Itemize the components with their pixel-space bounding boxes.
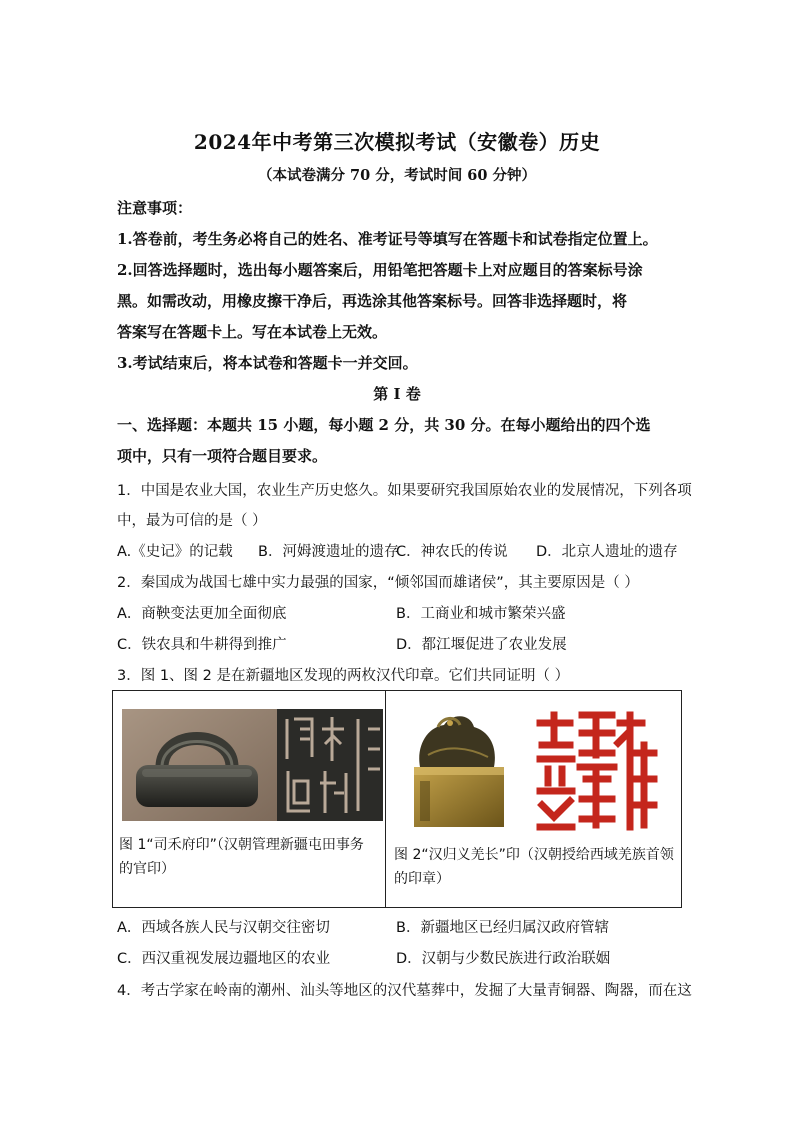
sihe-seal-image (122, 709, 383, 821)
figure-2-caption-line2: 的印章） (394, 871, 450, 887)
notice-item-2-line3: 答案写在答题卡上。写在本试卷上无效。 (117, 323, 388, 341)
figure-1-caption-line1: 图 1“司禾府印”（汉朝管理新疆屯田事务 (119, 837, 364, 853)
q2-option-a: A．商鞅变法更加全面彻底 (117, 606, 287, 622)
q2-option-c: C．铁农具和牛耕得到推广 (117, 637, 287, 653)
q1-stem-line2: 中，最为可信的是（ ） (117, 513, 267, 529)
section-heading-line2: 项中，只有一项符合题目要求。 (117, 447, 328, 465)
q3-option-c: C．西汉重视发展边疆地区的农业 (117, 951, 331, 967)
q3-option-b: B．新疆地区已经归属汉政府管辖 (396, 920, 609, 936)
q1-option-c: C．神农氏的传说 (396, 544, 508, 560)
volume-heading: 第 I 卷 (373, 385, 421, 403)
figure-2-seal-photo (398, 705, 520, 837)
figure-1-seal-photo (122, 709, 383, 821)
notice-item-3: 3.考试结束后，将本试卷和答题卡一并交回。 (117, 354, 418, 372)
q1-stem-line1: 1．中国是农业大国，农业生产历史悠久。如果要研究我国原始农业的发展情况，下列各项 (117, 483, 692, 499)
q2-option-d: D．都江堰促进了农业发展 (396, 637, 567, 653)
figure-2-cell (386, 691, 681, 907)
figure-2-seal-impression (532, 709, 660, 835)
q1-option-d: D．北京人遗址的遗存 (536, 544, 678, 560)
q3-stem: 3．图 1、图 2 是在新疆地区发现的两枚汉代印章。它们共同证明（ ） (117, 668, 570, 684)
figure-1-caption-line2: 的官印） (119, 861, 175, 877)
q4-stem: 4．考古学家在岭南的潮州、汕头等地区的汉代墓葬中，发掘了大量青铜器、陶器，而在这 (117, 983, 692, 999)
notice-item-1: 1.答卷前，考生务必将自己的姓名、准考证号等填写在答题卡和试卷指定位置上。 (117, 230, 658, 248)
figure-1-cell (113, 691, 385, 907)
page-title: 2024年中考第三次模拟考试（安徽卷）历史 (193, 130, 601, 154)
q3-figure-table (112, 690, 682, 908)
q3-option-d: D．汉朝与少数民族进行政治联姻 (396, 951, 611, 967)
notice-item-2-line1: 2.回答选择题时，选出每小题答案后，用铅笔把答题卡上对应题目的答案标号涂 (117, 261, 643, 279)
han-guiyi-seal-impression (532, 709, 660, 835)
camel-knob-seal-image (398, 705, 520, 837)
q3-option-a: A．西域各族人民与汉朝交往密切 (117, 920, 330, 936)
notice-item-2-line2: 黑。如需改动，用橡皮擦干净后，再选涂其他答案标号。回答非选择题时，将 (117, 292, 628, 310)
q2-stem: 2．秦国成为战国七雄中实力最强的国家，“倾邻国而雄诸侯”，其主要原因是（ ） (117, 575, 639, 591)
notice-heading: 注意事项： (117, 199, 193, 217)
q2-option-b: B．工商业和城市繁荣兴盛 (396, 606, 566, 622)
q1-option-b: B．河姆渡遗址的遗存 (258, 544, 399, 560)
exam-subtitle: （本试卷满分 70 分，考试时间 60 分钟） (257, 167, 537, 184)
section-heading-line1: 一、选择题：本题共 15 小题，每小题 2 分，共 30 分。在每小题给出的四个选 (117, 416, 651, 434)
figure-2-caption-line1: 图 2“汉归义羌长”印（汉朝授给西域羌族首领 (394, 847, 674, 863)
q1-option-a: A.《史记》的记载 (117, 544, 233, 560)
